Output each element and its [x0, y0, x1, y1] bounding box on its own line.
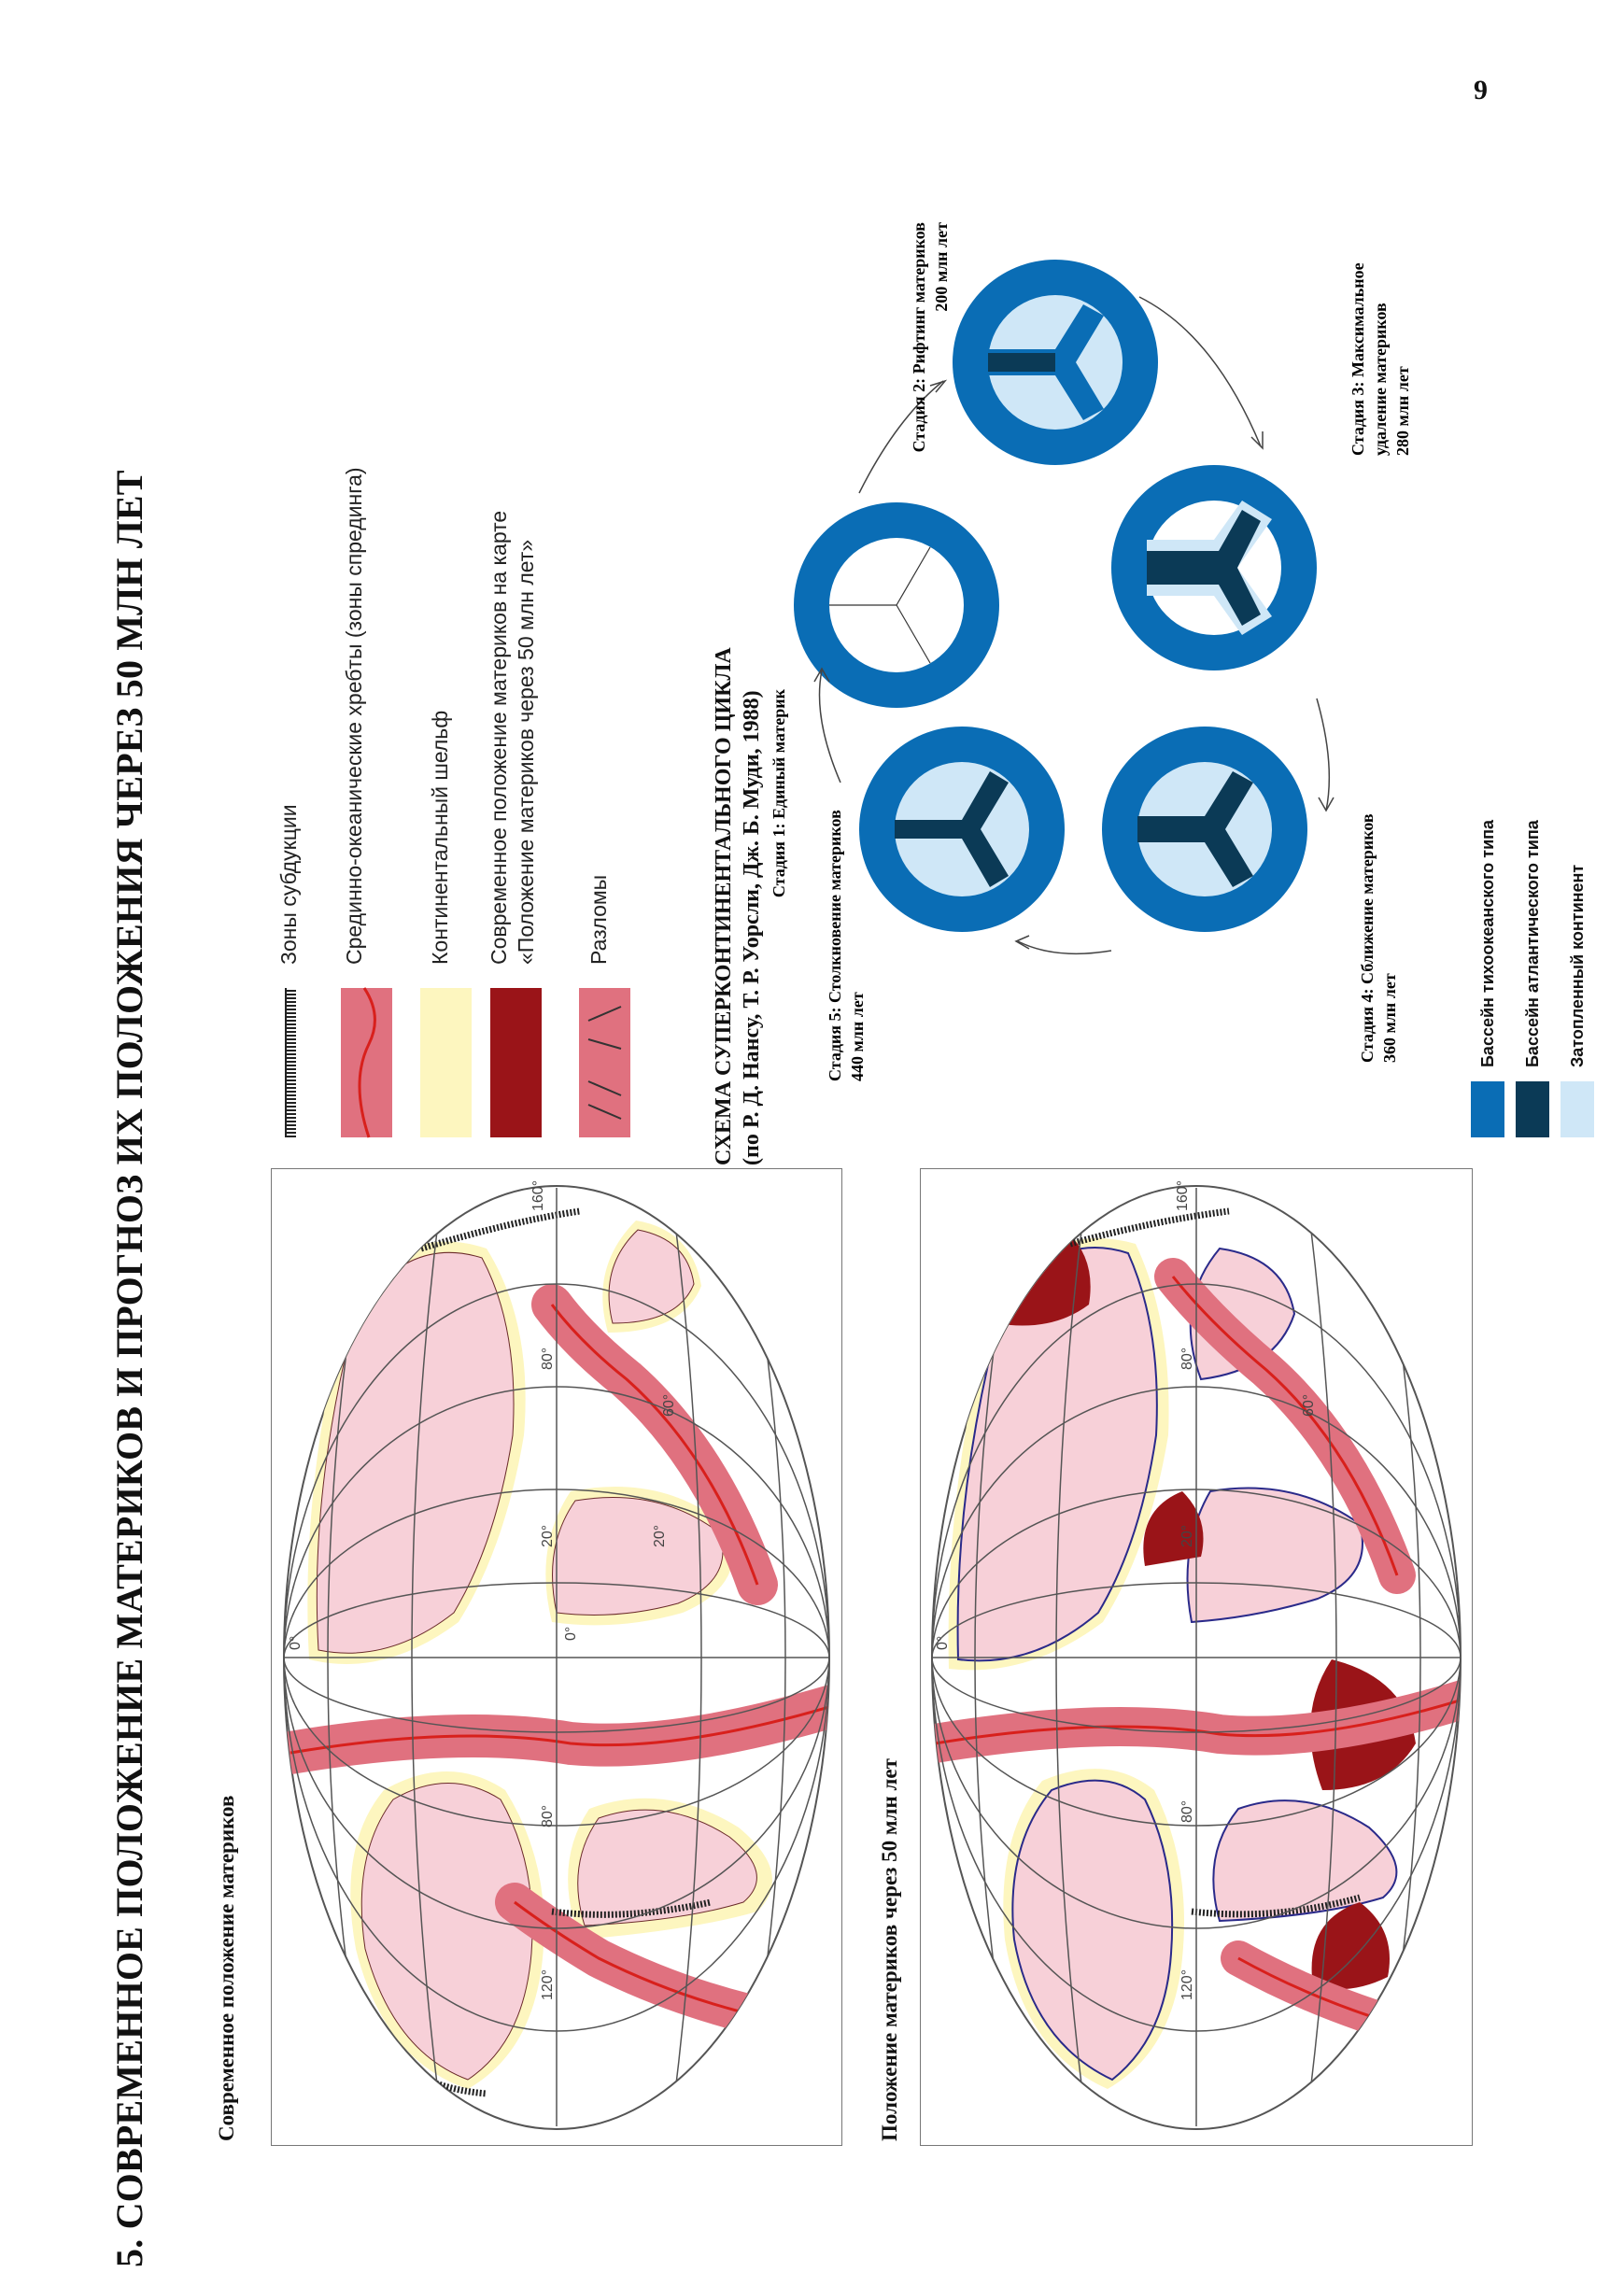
stage1-ring [794, 502, 999, 708]
basin-legend [1471, 577, 1611, 1137]
modern-map-caption: Современное положение материков [215, 1795, 238, 2141]
stage3-time: 280 млн лет [1393, 366, 1412, 456]
legend-label: Срединно-океанические хребты (зоны спрединга) [342, 467, 366, 965]
legend-label: Континентальный шельф [428, 710, 452, 965]
faults-swatch [579, 988, 630, 1137]
stage3-label: Стадия 3: Максимальное [1349, 262, 1367, 456]
basin-legend-label: Бассейн атлантического типа [1523, 820, 1542, 1067]
legend-label: Зоны субдукции [276, 804, 301, 965]
map1-label: 0° [563, 1626, 579, 1641]
legend-label: Современное положение материков на карте «Положение материков через 50 млн лет» [487, 510, 538, 965]
pacific-basin-swatch [1471, 1081, 1504, 1137]
ridge-swatch-line [341, 988, 392, 1137]
subduction-swatch [285, 988, 296, 1137]
stage1-label: Стадия 1: Единый материк [770, 689, 788, 898]
map1-label: 0° [288, 1635, 304, 1650]
map1-label: 60° [661, 1393, 677, 1417]
future-map-caption: Положение материков через 50 млн лет [878, 1758, 901, 2141]
stage4-time: 360 млн лет [1380, 973, 1399, 1063]
basin-legend-label: Бассейн тихоокеанского типа [1478, 819, 1497, 1067]
map2-label: 120° [1179, 1968, 1195, 2000]
map2-label: 160° [1175, 1179, 1191, 1211]
basin-legend-label: Затопленный континент [1568, 864, 1587, 1067]
map1-label: 20° [652, 1524, 668, 1547]
legend-label: Разломы [586, 874, 611, 965]
continent-north-america [361, 1784, 532, 2081]
map2-label: 20° [1179, 1524, 1195, 1547]
stage5-time: 440 млн лет [848, 992, 867, 1081]
flooded-continent-swatch [1560, 1081, 1594, 1137]
atlantic-basin-swatch [1516, 1081, 1549, 1137]
map1-label: 20° [540, 1524, 556, 1547]
stage5-label: Стадия 5: Столкновение материков [826, 810, 844, 1081]
cycle-title-line2: (по Р. Д. Нансу, Т. Р. Уорсли, Дж. Б. Муди, 1988) [740, 690, 764, 1165]
stage4-label: Стадия 4: Сближение материков [1358, 813, 1377, 1063]
stage2-time: 200 млн лет [932, 222, 951, 312]
stage3-ring [1111, 465, 1317, 670]
stage2-label: Стадия 2: Рифтинг материков [910, 222, 928, 453]
page-title: 5. СОВРЕМЕННОЕ ПОЛОЖЕНИЕ МАТЕРИКОВ И ПРОГНОЗ ИХ ПОЛОЖЕНИЯ ЧЕРЕЗ 50 МЛН ЛЕТ [108, 470, 150, 2267]
faults-swatch-lines [579, 988, 630, 1137]
map1-label: 160° [530, 1179, 546, 1211]
map2-label: 0° [935, 1635, 951, 1650]
stage3-label2: удаление материков [1371, 303, 1390, 456]
cycle-title [710, 647, 766, 1165]
modern-map [271, 1168, 842, 2146]
cycle-diagram [770, 213, 1419, 1091]
legend-item-faults [574, 614, 640, 1137]
map1-label: 80° [540, 1804, 556, 1827]
ridge-swatch [341, 988, 392, 1137]
page-number: 9 [1474, 75, 1488, 106]
map1-label: 120° [540, 1968, 556, 2000]
cycle-title-line1: СХЕМА СУПЕРКОНТИНЕНТАЛЬНОГО ЦИКЛА [712, 647, 736, 1165]
legend-item-modern-position [486, 510, 551, 1137]
legend-item-subduction [271, 614, 327, 1137]
future-map-svg [921, 1169, 1472, 2145]
stage5-ring [859, 727, 1065, 932]
legend-item-ridge [336, 467, 402, 1137]
map1-label: 80° [540, 1347, 556, 1370]
stage4-ring [1102, 727, 1307, 932]
map2-label: 80° [1179, 1347, 1195, 1370]
modern-map-svg [272, 1169, 841, 2145]
future-map [920, 1168, 1473, 2146]
map2-label: 60° [1301, 1393, 1317, 1417]
modern-position-swatch [490, 988, 542, 1137]
shelf-swatch [420, 988, 472, 1137]
map2-label: 80° [1179, 1799, 1195, 1823]
stage2-ring [953, 260, 1158, 465]
legend-item-shelf [416, 614, 481, 1137]
